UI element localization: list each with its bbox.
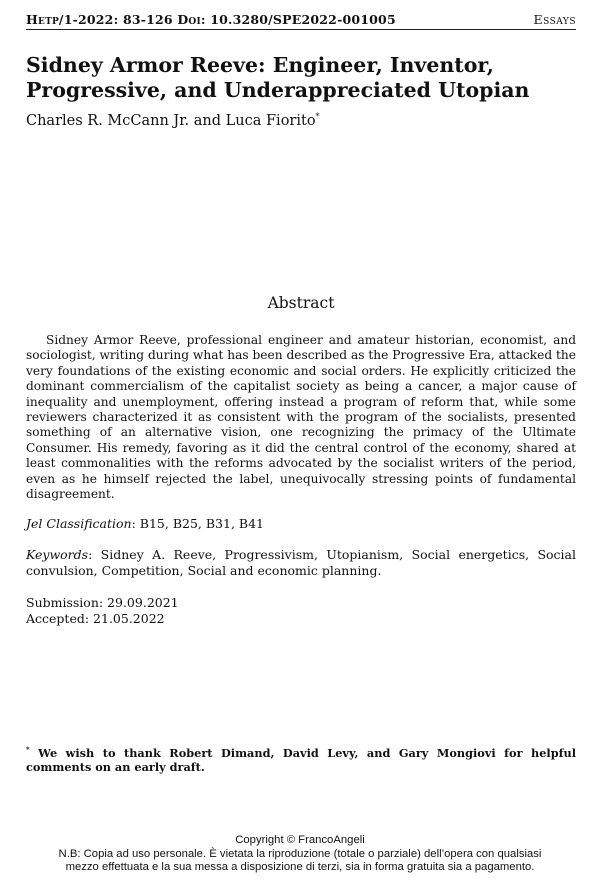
abstract-text: Sidney Armor Reeve, professional engineer and amateur historian, economist, and sociologist, writing during what has been described as the Progressive Era, attacked the very foundations of the existing economic and social orders. He explicitly criticized the dominant commercialism of the capitalist society as being a cancer, a major cause of inequality and unemployment, offering instead a program of reform that, while some reviewers characterized it as consistent with the program of the socialists, presented something of an alternative vision, one recognizing the primacy of the Ultimate Consumer. His remedy, favoring as it did the central control of the economy, shared at least commonalities with the reforms advocated by the socialist writers of the period, even as he himself rejected the label, unequivocally stressing points of fundamental disagreement. (26, 333, 576, 502)
usage-notice-line-1: N.B: Copia ad uso personale. È vietata la riproduzione (totale o parziale) dell’opera con qualsiasi (58, 847, 542, 860)
copyright-line: Copyright © FrancoAngeli (235, 834, 365, 846)
abstract-heading: Abstract (267, 294, 335, 312)
acknowledgement-footnote (26, 743, 576, 774)
jel-label: Jel Classification (26, 516, 132, 531)
jel-value: : B15, B25, B31, B41 (131, 516, 265, 531)
author-footnote-mark: * (315, 112, 320, 121)
running-header (26, 12, 576, 30)
usage-notice-line-2: mezzo effettuata e la sua messa a disposizione di terzi, sia in forma gratuita sia a pagamento. (65, 861, 535, 873)
footnote-text: We wish to thank Robert Dimand, David Levy, and Gary Mongiovi for helpful comments on an early draft. (26, 745, 576, 774)
accepted-date: Accepted: 21.05.2022 (26, 611, 165, 626)
author-line (26, 112, 320, 129)
article-title: Sidney Armor Reeve: Engineer, Inventor, Progressive, and Underappreciated Utopian (26, 53, 530, 102)
footnote-mark: * (26, 745, 30, 754)
jel-classification (26, 516, 576, 532)
keywords (26, 547, 576, 578)
section-label: Essays (533, 12, 576, 27)
keywords-value: : Sidney A. Reeve, Progressivism, Utopianism, Social energetics, Social convulsion, Competition, Social and economic planning. (26, 547, 576, 578)
journal-reference: Hetp/1-2022: 83-126 Doi: 10.3280/SPE2022-001005 (26, 12, 396, 27)
submission-date: Submission: 29.09.2021 (26, 595, 179, 610)
keywords-label: Keywords (26, 547, 89, 562)
authors: Charles R. McCann Jr. and Luca Fiorito (26, 112, 316, 129)
copyright-notice (0, 834, 600, 875)
